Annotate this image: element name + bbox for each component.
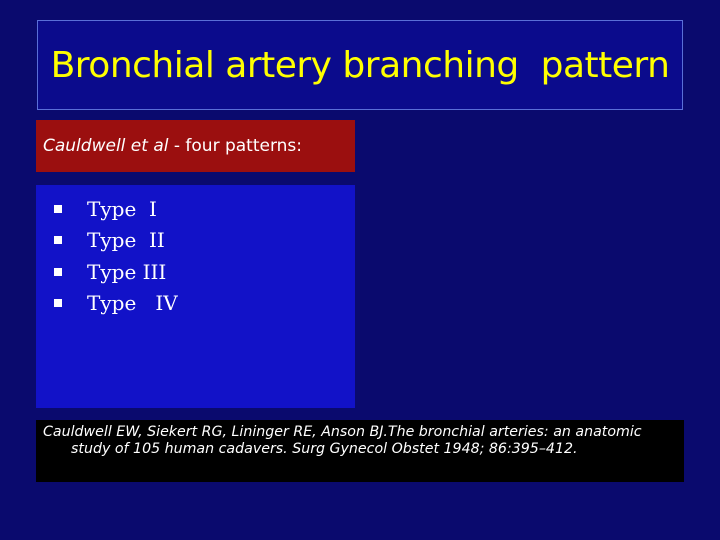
types-list-box — [36, 185, 355, 408]
list-item — [54, 225, 178, 257]
reference-box — [36, 420, 684, 482]
subtitle-rest: - four patterns: — [168, 136, 303, 156]
square-bullet-icon — [54, 236, 62, 244]
list-item — [54, 288, 178, 320]
type-label: Type IV — [87, 291, 178, 316]
type-label: Type I — [87, 196, 157, 221]
subtitle — [43, 136, 302, 156]
square-bullet-icon — [54, 268, 62, 276]
citation: Cauldwell EW, Siekert RG, Lininger RE, Anson BJ.The bronchial arteries: an anatomic study of 105 human cadavers. Surg Gynecol Obstet 1948; 86:395–412. — [43, 424, 642, 457]
type-label: Type III — [87, 259, 167, 284]
square-bullet-icon — [54, 299, 62, 307]
list-item — [54, 256, 178, 288]
types-list — [54, 193, 178, 319]
slide-title: Bronchial artery branching pattern — [50, 44, 670, 86]
list-item — [54, 193, 178, 225]
subtitle-authors: Cauldwell et al — [43, 136, 169, 156]
square-bullet-icon — [54, 205, 62, 213]
type-label: Type II — [87, 228, 165, 253]
title-box — [37, 20, 683, 110]
subtitle-box — [36, 120, 355, 172]
